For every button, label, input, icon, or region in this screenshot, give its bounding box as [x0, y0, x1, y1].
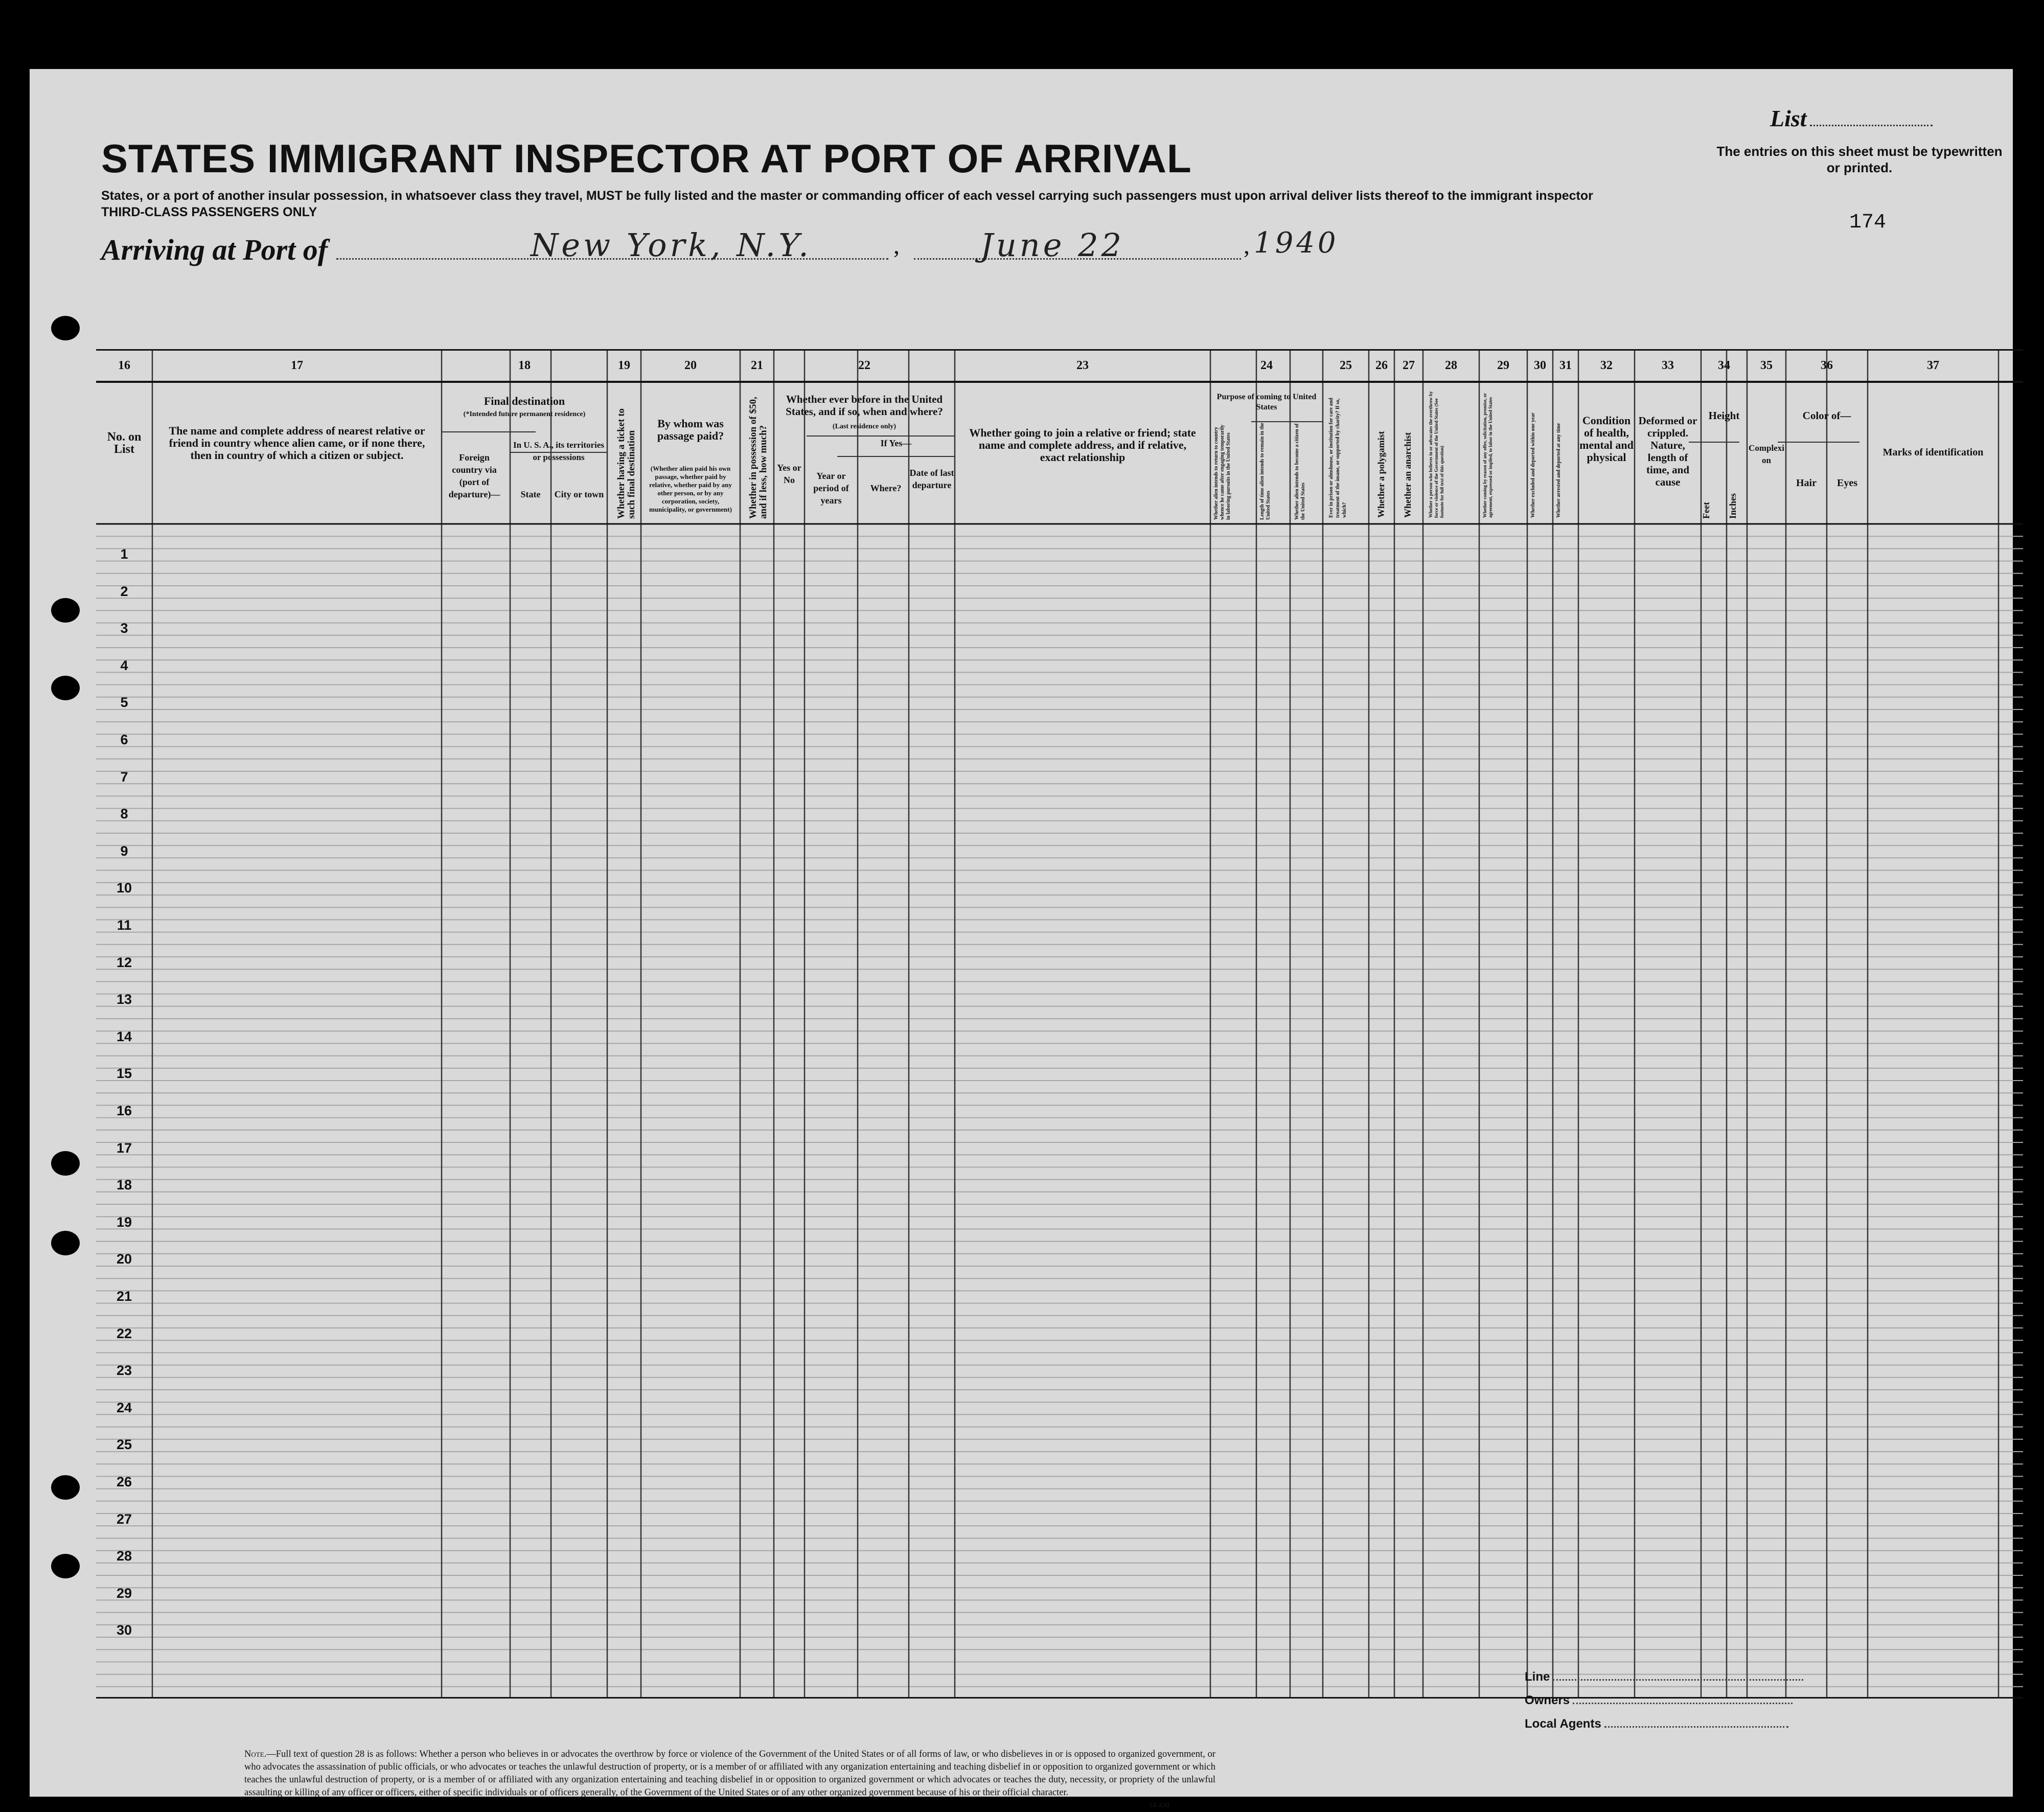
col-22-yesno: Yes or No [777, 463, 801, 485]
owners-field: Owners [1525, 1693, 1793, 1708]
col-21-header: Whether in possession of $50, and if less, how much? [748, 397, 769, 519]
binder-hole [51, 676, 80, 700]
col-32-number: 32 [1600, 359, 1613, 372]
col-37-number: 37 [1927, 359, 1939, 372]
row-number: 12 [116, 954, 132, 970]
col-28-number: 28 [1445, 359, 1457, 372]
row-number: 29 [116, 1585, 132, 1601]
col-36-hair: Hair [1796, 477, 1817, 489]
row-number: 22 [116, 1325, 132, 1341]
entries-note: The entries on this sheet must be typewritten or printed. [1716, 144, 2003, 175]
col-27-header: Whether an anarchist [1403, 432, 1413, 518]
row-number: 26 [116, 1474, 132, 1489]
col-27-number: 27 [1403, 359, 1415, 372]
sheet-number: 174 [1849, 211, 1887, 234]
row-number: 13 [116, 992, 132, 1007]
col-20-header: By whom was passage paid? [657, 417, 724, 442]
col-23-header: Whether going to join a relative or friend; state name and complete address, and if relative, exact relationship [969, 426, 1196, 464]
col-18-city: City or town [554, 489, 604, 499]
row-number: 24 [116, 1400, 132, 1415]
footnote [244, 1748, 1215, 1799]
row-number: 9 [120, 843, 128, 859]
row-number: 16 [116, 1103, 132, 1118]
col-26-number: 26 [1375, 359, 1388, 372]
col-31-number: 31 [1559, 359, 1572, 372]
row-number: 21 [116, 1289, 132, 1304]
col-30-header: Whether excluded and deported within one year [1530, 412, 1536, 518]
form-number: 14-430 [1149, 1802, 1169, 1809]
col-16-number: 16 [118, 359, 130, 372]
col-24-v3: Whether alien intends to become a citizen of the United States [1294, 423, 1306, 520]
col-35-number: 35 [1760, 359, 1773, 372]
row-number: 10 [116, 880, 132, 896]
row-number: 1 [120, 546, 128, 562]
col-25-header: Ever in prison or almshouse, or institution for care and treatment of the insane, or supported by charity? If so, which? [1328, 398, 1347, 518]
col-17-number: 17 [291, 359, 303, 372]
agents-field: Local Agents [1525, 1717, 1788, 1731]
col-29-header: Whether coming by reason of any offer, solicitation, promise, or agreement, expressed or implied, to labor in the United States [1482, 393, 1493, 518]
col-22-where: Where? [870, 483, 902, 493]
col-29-number: 29 [1497, 359, 1509, 372]
comma-2: , [1244, 232, 1250, 259]
col-19-number: 19 [618, 359, 630, 372]
year-handwriting: 1940 [1254, 226, 1339, 260]
col-18-state: State [520, 489, 541, 499]
binder-hole [51, 1554, 80, 1578]
row-number: 3 [120, 621, 128, 636]
row-number: 23 [116, 1363, 132, 1379]
binder-hole [51, 1231, 80, 1255]
col-37-header: Marks of identification [1882, 447, 1984, 458]
col-22-header: Whether ever before in the United States, and if so, when and where? [786, 393, 943, 418]
col-36-header: Color of— [1802, 409, 1851, 422]
col-33-number: 33 [1662, 359, 1674, 372]
col-24-number: 24 [1260, 359, 1273, 372]
col-19-header: Whether having a ticket to such final destination [616, 408, 637, 519]
col-24-header: Purpose of coming to United States [1216, 393, 1317, 411]
comma-1: , [893, 232, 900, 259]
col-22-ifyes: If Yes— [880, 438, 912, 448]
col-34-number: 34 [1718, 359, 1730, 372]
row-number: 20 [116, 1251, 132, 1267]
col-36-number: 36 [1821, 359, 1833, 372]
col-33-header: Deformed or crippled. Nature, length of time, and cause [1638, 415, 1697, 488]
col-34-feet: Feet [1701, 502, 1711, 519]
col-18-header: Final destination [484, 395, 565, 407]
footnote-lead: Note. [244, 1749, 267, 1759]
row-number: 11 [117, 918, 132, 933]
col-25-number: 25 [1340, 359, 1352, 372]
page-title: STATES IMMIGRANT INSPECTOR AT PORT OF ARRIVAL [101, 136, 1192, 181]
manifest-sheet [30, 69, 2013, 1809]
col-21-number: 21 [751, 359, 763, 372]
row-number: 25 [116, 1437, 132, 1453]
col-24-v1: Whether alien intends to return to country whence he came after engaging temporarily in laboring pursuits in the United States [1213, 424, 1231, 520]
subtitle-text: States, or a port of another insular possession, in whatsoever class they travel, MUST be fully listed and the master or commanding officer of each vessel carrying such passengers must upon arrival deliver lists thereof to the immigrant inspector [101, 189, 1593, 203]
row-number: 4 [120, 657, 128, 673]
row-number: 18 [116, 1177, 132, 1193]
row-number: 15 [116, 1066, 132, 1082]
col-18-usa: In U. S. A., its territories or possessions [513, 440, 604, 462]
row-number: 19 [116, 1214, 132, 1230]
col-32-header: Condition of health, mental and physical [1579, 414, 1634, 464]
row-number: 5 [120, 695, 128, 710]
row-number: 2 [120, 583, 128, 599]
col-22-number: 22 [858, 359, 870, 372]
col-18-number: 18 [518, 359, 531, 372]
row-number: 8 [120, 806, 128, 822]
col-16-header: No. on List [107, 430, 142, 456]
col-20-note: (Whether alien paid his own passage, whether paid by relative, whether paid by any other person, or by any corporation, society, municipality, or government) [649, 465, 732, 513]
footnote-text: —Full text of question 28 is as follows: Whether a person who believes in or advocates the overthrow by force or violence of the Government of the United States or of all forms of law, or who disbelieves in or is opposed to organized government, or who advocates the assassination of public officials, or who advocates or teaches the unlawful destruction of property, or is a member of or affiliated with any organization entertaining and teaching disbelief in or opposition to organized government or which teaches the unlawful destruction of property, or is a member of or affiliated with any organization entertaining and teaching disbelief in or opposition to organized government or which advocates or teaches the duty, necessity, or propriety of the unlawful assaulting or killing of any officer or officers, either of specific individuals or of officers generally, of the Government of the United States or of any other organized government because of his or their official character. [244, 1749, 1215, 1798]
row-number: 30 [116, 1622, 132, 1638]
col-17-header: The name and complete address of nearest relative or friend in country whence alien came, or if none there, then in country of which a citizen or subject. [169, 424, 425, 462]
col-23-number: 23 [1076, 359, 1089, 372]
col-34-header: Height [1708, 409, 1740, 422]
col-24-v2: Length of time alien intends to remain in the United States [1259, 423, 1271, 520]
arriving-label: Arriving at Port of [101, 233, 328, 266]
col-31-header: Whether arrested and deported at any time [1556, 423, 1561, 518]
col-36-eyes: Eyes [1837, 477, 1857, 489]
col-18-note: (*Intended future permanent residence) [463, 410, 586, 418]
binder-hole [51, 1151, 80, 1176]
row-number: 27 [116, 1511, 132, 1527]
col-26-header: Whether a polygamist [1376, 431, 1386, 518]
binder-hole [51, 1475, 80, 1500]
col-20-number: 20 [684, 359, 697, 372]
binder-hole [51, 598, 80, 623]
row-number: 28 [116, 1548, 132, 1564]
row-number: 14 [116, 1028, 132, 1044]
col-18-foreign: Foreign country via (port of departure)— [448, 452, 500, 499]
row-number: 7 [120, 769, 128, 785]
col-35-header: Complexion [1749, 443, 1784, 465]
col-34-inches: Inches [1728, 493, 1738, 519]
row-number: 17 [116, 1140, 132, 1156]
col-22-note: (Last residence only) [832, 423, 897, 430]
class-line: THIRD-CLASS PASSENGERS ONLY [101, 205, 317, 219]
col-22-date: Date of last departure [909, 468, 954, 490]
subtitle [101, 188, 1686, 220]
date-handwriting: June 22 [980, 226, 1125, 264]
line-field: Line [1525, 1670, 1803, 1684]
col-28-header: Whether a person who believes in or advocates the overthrow by force or violence of the Government of the United States (See footnote for full text of this question) [1428, 391, 1444, 518]
row-number: 6 [120, 732, 128, 747]
col-30-number: 30 [1534, 359, 1546, 372]
port-handwriting: New York, N.Y. [531, 226, 812, 264]
col-22-period: Year or period of years [813, 471, 849, 506]
header-text-layer [96, 349, 2023, 1699]
list-label: List [1770, 105, 1933, 132]
binder-hole [51, 316, 80, 340]
